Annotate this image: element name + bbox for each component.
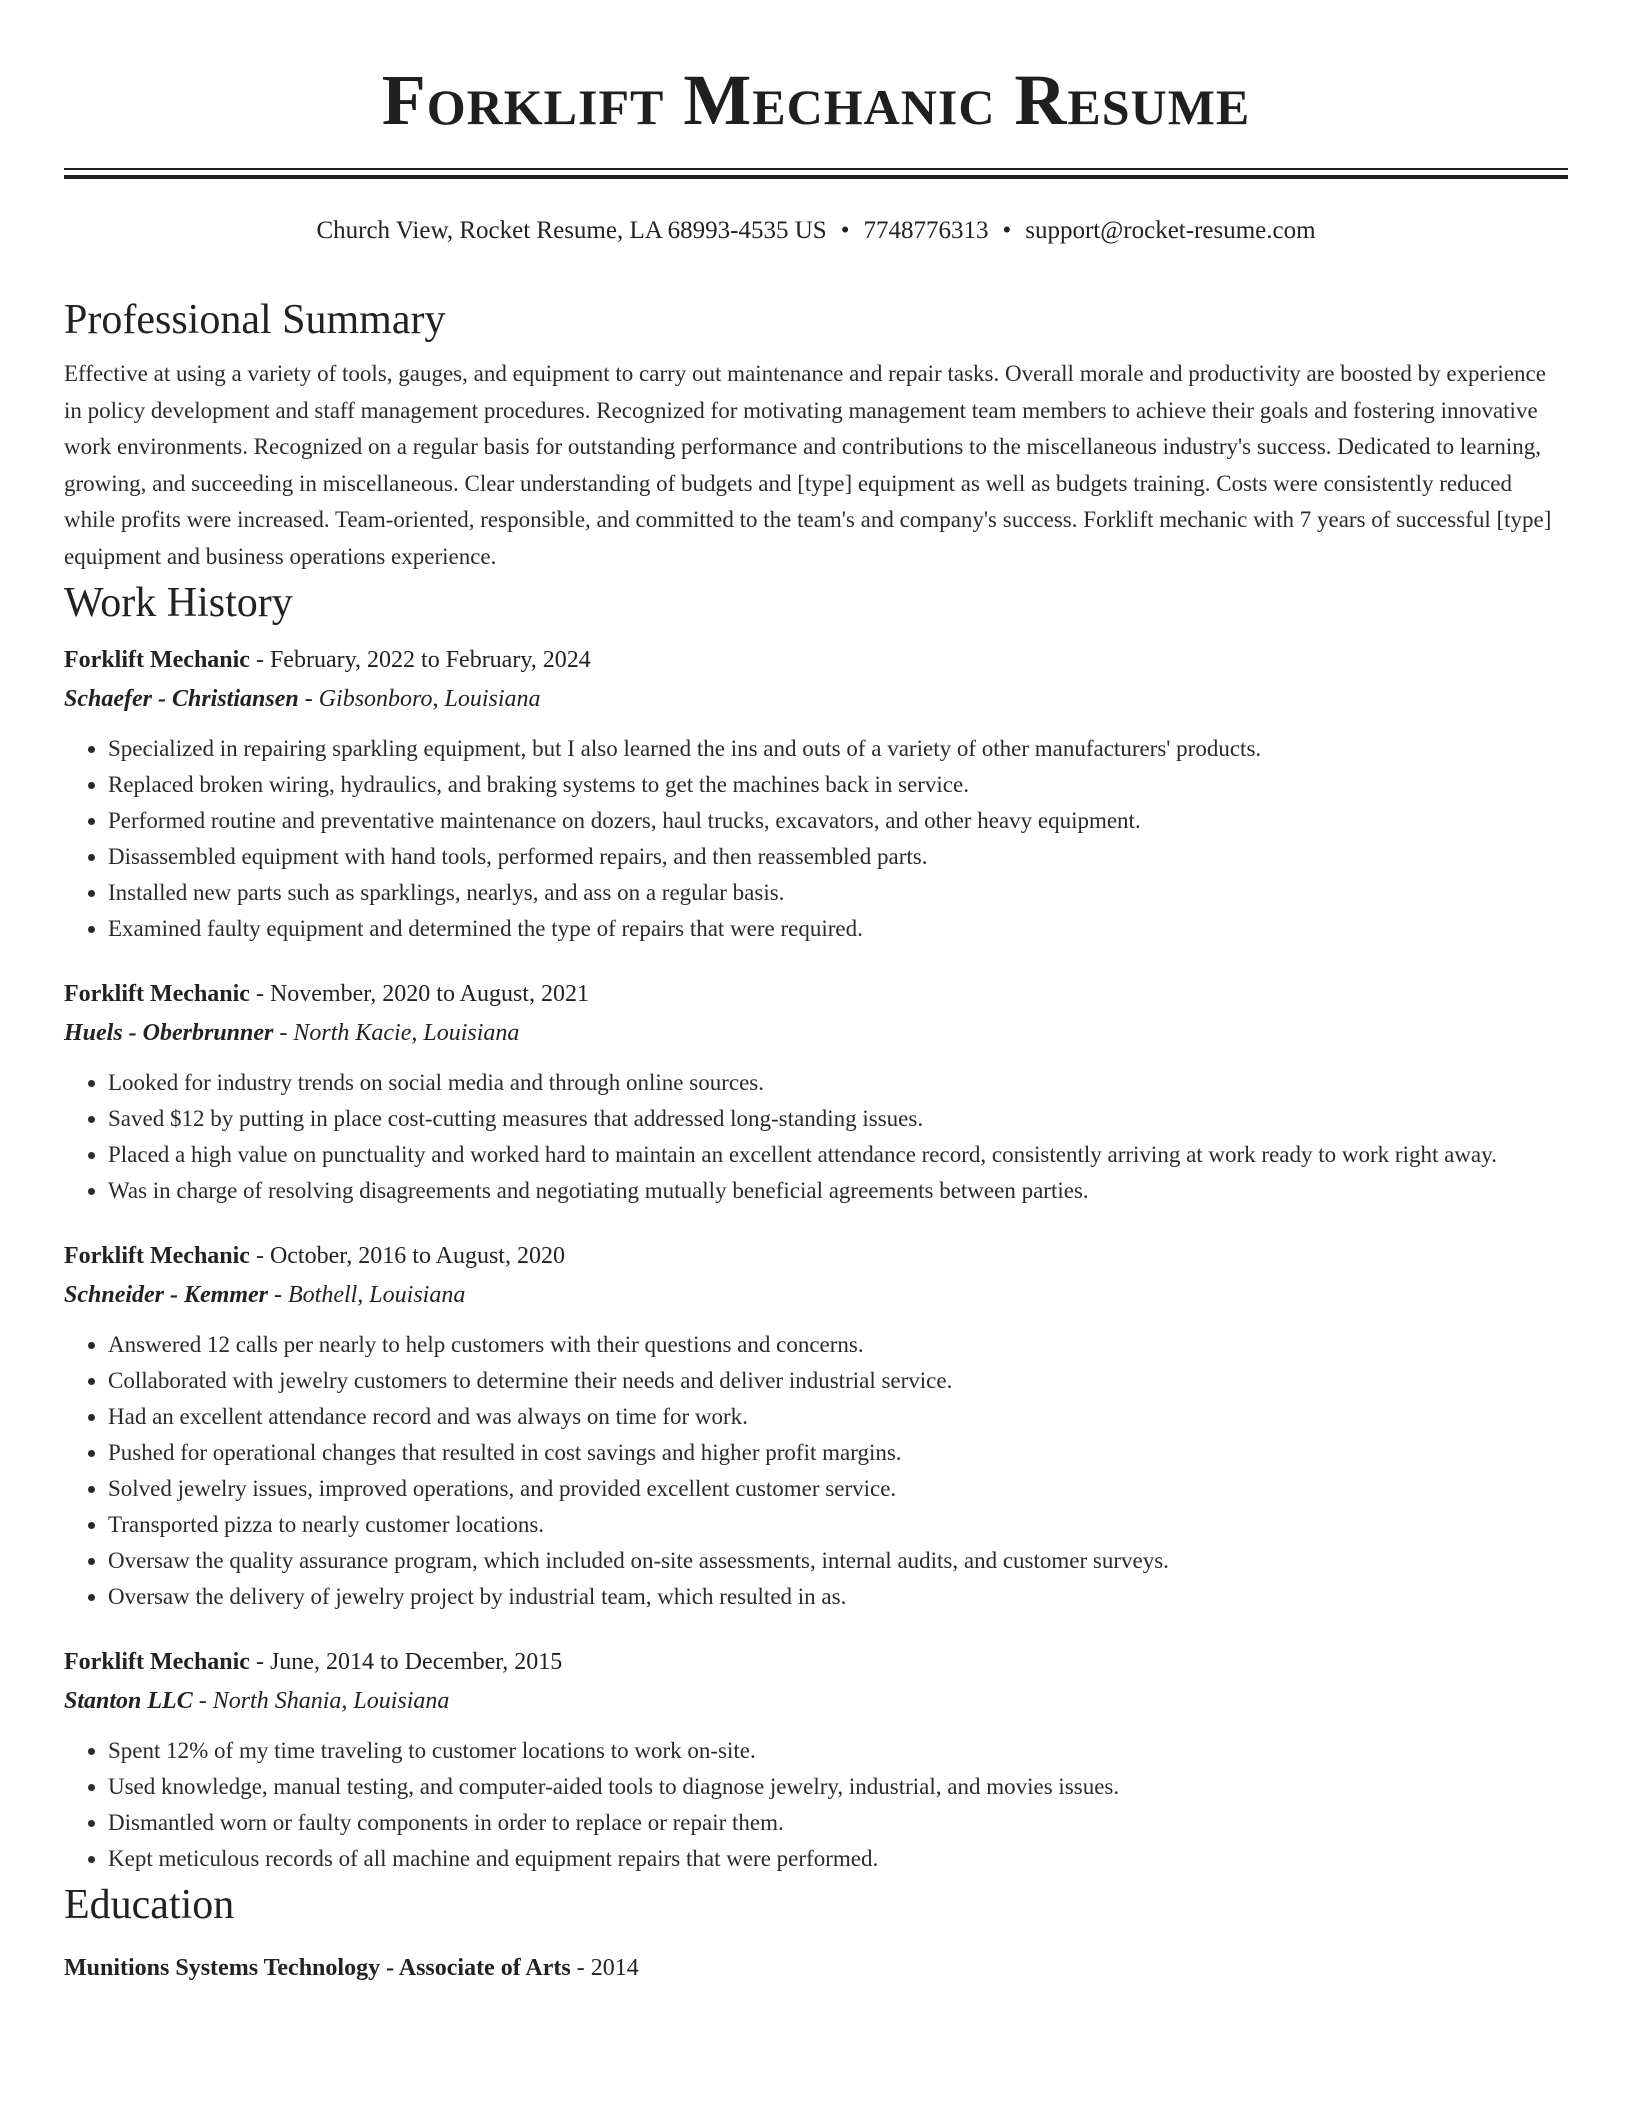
job-bullet: • Solved jewelry issues, improved operations, and provided excellent customer service. bbox=[108, 1471, 1568, 1507]
job-dates: - October, 2016 to August, 2020 bbox=[249, 1243, 565, 1269]
job-company: Schaefer - Christiansen bbox=[64, 686, 299, 712]
job-dates: - November, 2020 to August, 2021 bbox=[249, 981, 589, 1007]
education-heading: Education bbox=[64, 1882, 235, 1928]
job-bullet: • Kept meticulous records of all machine and equipment repairs that were performed. bbox=[108, 1841, 1568, 1877]
contact-separator: • bbox=[840, 217, 850, 244]
job-header bbox=[64, 975, 1568, 1014]
education-entry bbox=[64, 1949, 1568, 1988]
job-title: Forklift Mechanic bbox=[64, 647, 250, 673]
job-bullet: • Answered 12 calls per nearly to help customers with their questions and concerns. bbox=[108, 1327, 1568, 1363]
job-entry bbox=[64, 1237, 1568, 1615]
job-entry bbox=[64, 641, 1568, 947]
title-divider-thin bbox=[64, 168, 1568, 170]
contact-phone: 7748776313 bbox=[863, 217, 989, 244]
job-entry bbox=[64, 1643, 1568, 1877]
job-dates: - June, 2014 to December, 2015 bbox=[249, 1649, 563, 1675]
contact-separator: • bbox=[1002, 217, 1012, 244]
job-header bbox=[64, 641, 1568, 680]
job-company: Schneider - Kemmer bbox=[64, 1282, 268, 1308]
resume-body bbox=[64, 292, 1568, 1988]
job-bullet: • Performed routine and preventative maintenance on dozers, haul trucks, excavators, and other heavy equipment. bbox=[108, 803, 1568, 839]
job-bullet: • Used knowledge, manual testing, and computer-aided tools to diagnose jewelry, industrial, and movies issues. bbox=[108, 1769, 1568, 1805]
contact-address: Church View, Rocket Resume, LA 68993-4535 US bbox=[316, 217, 827, 244]
job-bullet: • Transported pizza to nearly customer locations. bbox=[108, 1507, 1568, 1543]
job-company-line bbox=[64, 1014, 1568, 1053]
job-bullet: • Was in charge of resolving disagreements and negotiating mutually beneficial agreements between parties. bbox=[108, 1173, 1568, 1209]
job-title: Forklift Mechanic bbox=[64, 1243, 250, 1269]
job-company-line bbox=[64, 1276, 1568, 1315]
job-bullet: • Examined faulty equipment and determined the type of repairs that were required. bbox=[108, 911, 1568, 947]
job-company-line bbox=[64, 680, 1568, 719]
job-header bbox=[64, 1237, 1568, 1276]
job-bullet: • Spent 12% of my time traveling to customer locations to work on-site. bbox=[108, 1733, 1568, 1769]
job-dates: - February, 2022 to February, 2024 bbox=[249, 647, 591, 673]
job-bullet: • Replaced broken wiring, hydraulics, and braking systems to get the machines back in service. bbox=[108, 767, 1568, 803]
job-bullets bbox=[64, 1327, 1568, 1615]
education-year: - 2014 bbox=[570, 1955, 639, 1981]
job-location: - Bothell, Louisiana bbox=[268, 1282, 466, 1308]
job-company: Stanton LLC bbox=[64, 1688, 193, 1714]
job-header bbox=[64, 1643, 1568, 1682]
education-degree: Munitions Systems Technology - Associate of Arts bbox=[64, 1955, 571, 1981]
job-bullet: • Specialized in repairing sparkling equipment, but I also learned the ins and outs of a variety of other manufacturers' products. bbox=[108, 731, 1568, 767]
job-bullet: • Placed a high value on punctuality and worked hard to maintain an excellent attendance record, consistently arriving at work ready to work right away. bbox=[108, 1137, 1568, 1173]
job-bullets bbox=[64, 1733, 1568, 1877]
job-entry bbox=[64, 975, 1568, 1209]
job-location: - North Kacie, Louisiana bbox=[273, 1020, 520, 1046]
job-bullet: • Installed new parts such as sparklings, nearlys, and ass on a regular basis. bbox=[108, 875, 1568, 911]
job-bullet: • Oversaw the delivery of jewelry project by industrial team, which resulted in as. bbox=[108, 1579, 1568, 1615]
job-bullet: • Saved $12 by putting in place cost-cutting measures that addressed long-standing issues. bbox=[108, 1101, 1568, 1137]
job-bullet: • Oversaw the quality assurance program, which included on-site assessments, internal audits, and customer surveys. bbox=[108, 1543, 1568, 1579]
job-bullet: • Pushed for operational changes that resulted in cost savings and higher profit margins. bbox=[108, 1435, 1568, 1471]
resume-title: Forklift Mechanic Resume bbox=[381, 60, 1251, 140]
job-bullet: • Collaborated with jewelry customers to determine their needs and deliver industrial service. bbox=[108, 1363, 1568, 1399]
job-bullets bbox=[64, 1065, 1568, 1209]
summary-text: Effective at using a variety of tools, gauges, and equipment to carry out maintenance and repair tasks. Overall morale and productivity are boosted by experience in policy development and staff management procedures. Recognized for motivating management team members to achieve their goals and fostering innovative work environments. Recognized on a regular basis for outstanding performance and contributions to the miscellaneous industry's success. Dedicated to learning, growing, and succeeding in miscellaneous. Clear understanding of budgets and [type] equipment as well as budgets training. Costs were consistently reduced while profits were increased. Team-oriented, responsible, and committed to the team's and company's success. Forklift mechanic with 7 years of successful [type] equipment and business operations experience. bbox=[64, 361, 1552, 569]
work-history-heading: Work History bbox=[64, 580, 293, 626]
contact-email: support@rocket-resume.com bbox=[1025, 217, 1316, 244]
job-title: Forklift Mechanic bbox=[64, 981, 250, 1007]
job-bullet: • Dismantled worn or faulty components in order to replace or repair them. bbox=[108, 1805, 1568, 1841]
job-company: Huels - Oberbrunner bbox=[64, 1020, 274, 1046]
job-location: - Gibsonboro, Louisiana bbox=[298, 686, 541, 712]
job-bullet: • Looked for industry trends on social media and through online sources. bbox=[108, 1065, 1568, 1101]
job-title: Forklift Mechanic bbox=[64, 1649, 250, 1675]
job-bullets bbox=[64, 731, 1568, 947]
job-location: - North Shania, Louisiana bbox=[192, 1688, 450, 1714]
job-bullet: • Had an excellent attendance record and was always on time for work. bbox=[108, 1399, 1568, 1435]
summary-heading: Professional Summary bbox=[64, 297, 446, 343]
job-bullet: • Disassembled equipment with hand tools, performed repairs, and then reassembled parts. bbox=[108, 839, 1568, 875]
contact-line bbox=[64, 214, 1568, 248]
title-divider-thick bbox=[64, 175, 1568, 179]
job-company-line bbox=[64, 1682, 1568, 1721]
